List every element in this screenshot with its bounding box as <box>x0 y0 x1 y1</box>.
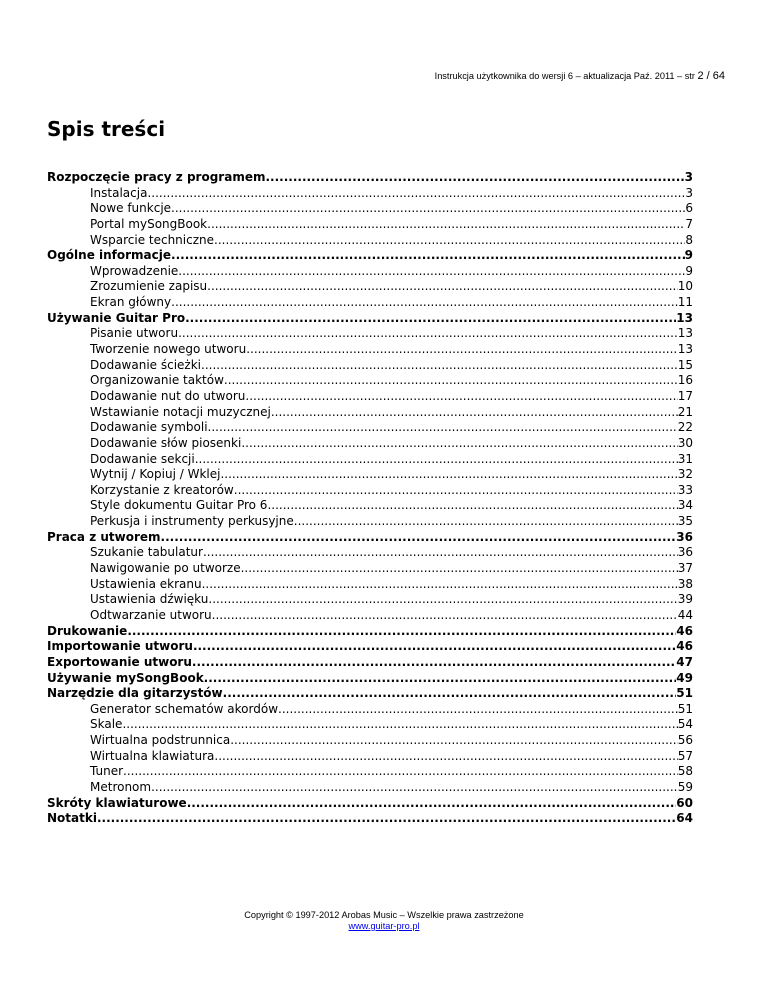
toc-entry-page: 22 <box>677 420 693 435</box>
toc-entry-page: 13 <box>676 310 693 325</box>
toc-section[interactable] <box>47 686 693 702</box>
toc-entry-label: Organizowanie taktów <box>90 373 224 388</box>
toc-subsection[interactable] <box>47 264 693 280</box>
toc-section[interactable] <box>47 639 693 655</box>
toc-entry-label: Pisanie utworu <box>90 326 179 341</box>
toc-entry-page: 64 <box>676 811 693 826</box>
toc-entry-page: 10 <box>677 279 693 294</box>
toc-leader-dots <box>127 624 676 640</box>
toc-section[interactable] <box>47 624 693 640</box>
toc-entry-label: Nawigowanie po utworze <box>90 561 241 576</box>
toc-subsection[interactable] <box>47 342 693 358</box>
toc-subsection[interactable] <box>47 420 693 436</box>
toc-subsection[interactable] <box>47 326 693 342</box>
toc-entry-label: Praca z utworem <box>47 529 161 544</box>
toc-entry-label: Wsparcie techniczne <box>90 232 215 247</box>
toc-entry-page: 59 <box>677 779 693 794</box>
toc-entry-page: 7 <box>685 216 693 231</box>
page-title: Spis treści <box>47 117 166 141</box>
toc-entry-page: 56 <box>677 733 693 748</box>
toc-entry-label: Wstawianie notacji muzycznej <box>90 404 271 419</box>
toc-leader-dots <box>201 358 678 374</box>
toc-leader-dots <box>147 186 685 202</box>
page-header <box>0 70 725 82</box>
toc-entry-label: Odtwarzanie utworu <box>90 607 212 622</box>
toc-entry-page: 13 <box>677 342 693 357</box>
toc-leader-dots <box>123 764 678 780</box>
toc-subsection[interactable] <box>47 233 693 249</box>
toc-entry-label: Notatki <box>47 811 97 826</box>
toc-subsection[interactable] <box>47 561 693 577</box>
toc-subsection[interactable] <box>47 717 693 733</box>
toc-entry-label: Dodawanie słów piosenki <box>90 435 242 450</box>
toc-entry-page: 3 <box>684 170 693 184</box>
toc-subsection[interactable] <box>47 186 693 202</box>
toc-entry-label: Dodawanie nut do utworu <box>90 388 246 403</box>
toc-leader-dots <box>265 170 684 186</box>
toc-subsection[interactable] <box>47 577 693 593</box>
toc-subsection[interactable] <box>47 780 693 796</box>
toc-leader-dots <box>185 311 676 327</box>
toc-section[interactable] <box>47 170 693 186</box>
toc-entry-page: 8 <box>685 232 693 247</box>
toc-leader-dots <box>151 780 678 796</box>
toc-subsection[interactable] <box>47 592 693 608</box>
toc-subsection[interactable] <box>47 201 693 217</box>
toc-leader-dots <box>203 545 678 561</box>
toc-entry-label: Wirtualna klawiatura <box>90 748 215 763</box>
toc-subsection[interactable] <box>47 733 693 749</box>
website-link[interactable]: www.guitar-pro.pl <box>348 921 420 931</box>
toc-subsection[interactable] <box>47 749 693 765</box>
toc-entry-page: 11 <box>677 295 693 310</box>
toc-entry-page: 49 <box>676 670 693 685</box>
toc-entry-page: 38 <box>677 576 693 591</box>
toc-entry-page: 51 <box>677 701 693 716</box>
toc-leader-dots <box>214 233 685 249</box>
toc-entry-label: Wirtualna podstrunnica <box>90 733 231 748</box>
toc-entry-label: Używanie Guitar Pro <box>47 310 186 325</box>
toc-entry-page: 32 <box>677 467 693 482</box>
toc-entry-label: Dodawanie symboli <box>90 420 208 435</box>
header-text: Instrukcja użytkownika do wersji 6 – aktualizacja Paź. 2011 – str <box>434 71 695 81</box>
toc-entry-page: 54 <box>677 717 693 732</box>
toc-leader-dots <box>171 295 678 311</box>
toc-subsection[interactable] <box>47 764 693 780</box>
toc-entry-page: 35 <box>677 514 693 529</box>
toc-subsection[interactable] <box>47 436 693 452</box>
toc-entry-page: 34 <box>677 498 693 513</box>
toc-leader-dots <box>193 639 676 655</box>
toc-entry-page: 60 <box>676 795 693 810</box>
toc-entry-page: 31 <box>677 451 693 466</box>
toc-entry-label: Portal mySongBook <box>90 216 208 231</box>
toc-entry-page: 9 <box>684 248 693 263</box>
toc-leader-dots <box>214 749 677 765</box>
toc-leader-dots <box>212 608 678 624</box>
toc-entry-label: Nowe funkcje <box>90 201 172 216</box>
toc-leader-dots <box>208 592 677 608</box>
toc-entry-page: 30 <box>677 435 693 450</box>
toc-entry-label: Zrozumienie zapisu <box>90 279 208 294</box>
toc-entry-page: 51 <box>676 686 693 701</box>
toc-subsection[interactable] <box>47 608 693 624</box>
header-page-number: 2 / 64 <box>697 70 725 82</box>
toc-entry-label: Importowanie utworu <box>47 639 193 654</box>
toc-entry-page: 46 <box>676 623 693 638</box>
toc-subsection[interactable] <box>47 389 693 405</box>
toc-leader-dots <box>207 217 685 233</box>
toc-leader-dots <box>178 326 678 342</box>
toc-leader-dots <box>220 467 677 483</box>
toc-leader-dots <box>278 702 678 718</box>
toc-entry-label: Style dokumentu Guitar Pro 6 <box>90 498 268 513</box>
toc-leader-dots <box>230 733 678 749</box>
toc-entry-label: Instalacja <box>90 185 148 200</box>
toc-entry-label: Skróty klawiaturowe <box>47 795 187 810</box>
toc-leader-dots <box>294 514 678 530</box>
toc-leader-dots <box>271 405 678 421</box>
toc-leader-dots <box>178 264 685 280</box>
toc-subsection[interactable] <box>47 358 693 374</box>
toc-entry-page: 6 <box>685 201 693 216</box>
toc-section[interactable] <box>47 796 693 812</box>
toc-entry-page: 47 <box>676 654 693 669</box>
toc-entry-page: 16 <box>677 373 693 388</box>
toc-entry-label: Używanie mySongBook <box>47 670 204 685</box>
toc-subsection[interactable] <box>47 295 693 311</box>
toc-entry-label: Ustawienia dźwięku <box>90 592 209 607</box>
toc-subsection[interactable] <box>47 545 693 561</box>
toc-leader-dots <box>161 530 677 546</box>
toc-entry-page: 46 <box>676 639 693 654</box>
toc-entry-label: Drukowanie <box>47 623 128 638</box>
toc-entry-page: 37 <box>677 561 693 576</box>
toc-entry-label: Dodawanie ścieżki <box>90 357 202 372</box>
page-footer <box>0 910 768 932</box>
toc-entry-page: 15 <box>677 357 693 372</box>
toc-entry-page: 33 <box>677 482 693 497</box>
toc-subsection[interactable] <box>47 217 693 233</box>
toc-leader-dots <box>192 655 676 671</box>
toc-entry-label: Exportowanie utworu <box>47 654 192 669</box>
toc-section[interactable] <box>47 671 693 687</box>
toc-subsection[interactable] <box>47 483 693 499</box>
toc-subsection[interactable] <box>47 514 693 530</box>
toc-subsection[interactable] <box>47 452 693 468</box>
toc-entry-page: 9 <box>685 263 693 278</box>
toc-leader-dots <box>223 686 677 702</box>
toc-leader-dots <box>204 671 677 687</box>
toc-subsection[interactable] <box>47 498 693 514</box>
toc-entry-page: 39 <box>677 592 693 607</box>
toc-entry-label: Narzędzie dla gitarzystów <box>47 686 223 701</box>
toc-leader-dots <box>207 279 678 295</box>
toc-section[interactable] <box>47 248 693 264</box>
toc-subsection[interactable] <box>47 467 693 483</box>
toc-section[interactable] <box>47 811 693 827</box>
toc-entry-page: 36 <box>676 529 693 544</box>
toc-entry-label: Ogólne informacje <box>47 248 172 263</box>
toc-leader-dots <box>224 373 678 389</box>
toc-entry-page: 21 <box>677 404 693 419</box>
toc-leader-dots <box>246 342 678 358</box>
toc-leader-dots <box>245 389 677 405</box>
toc-entry-label: Tuner <box>90 764 124 779</box>
toc-entry-label: Perkusja i instrumenty perkusyjne <box>90 514 294 529</box>
toc-entry-label: Ustawienia ekranu <box>90 576 202 591</box>
toc-entry-page: 58 <box>677 764 693 779</box>
toc-entry-label: Wprowadzenie <box>90 263 179 278</box>
toc-entry-page: 17 <box>677 388 693 403</box>
toc-subsection[interactable] <box>47 405 693 421</box>
toc-leader-dots <box>187 796 677 812</box>
toc-entry-page: 36 <box>677 545 693 560</box>
toc-entry-page: 13 <box>677 326 693 341</box>
table-of-contents <box>47 170 693 827</box>
toc-leader-dots <box>195 452 678 468</box>
toc-entry-label: Metronom <box>90 779 152 794</box>
toc-entry-page: 3 <box>685 185 693 200</box>
toc-leader-dots <box>208 420 678 436</box>
toc-subsection[interactable] <box>47 279 693 295</box>
toc-leader-dots <box>171 248 685 264</box>
toc-entry-label: Generator schematów akordów <box>90 701 279 716</box>
toc-leader-dots <box>171 201 685 217</box>
toc-entry-label: Szukanie tabulatur <box>90 545 203 560</box>
toc-entry-label: Tworzenie nowego utworu <box>90 342 247 357</box>
toc-leader-dots <box>234 483 678 499</box>
toc-entry-label: Dodawanie sekcji <box>90 451 195 466</box>
toc-leader-dots <box>267 498 677 514</box>
toc-subsection[interactable] <box>47 373 693 389</box>
toc-entry-label: Wytnij / Kopiuj / Wklej <box>90 467 221 482</box>
toc-section[interactable] <box>47 311 693 327</box>
toc-leader-dots <box>241 561 678 577</box>
toc-leader-dots <box>241 436 677 452</box>
toc-entry-label: Korzystanie z kreatorów <box>90 482 234 497</box>
toc-leader-dots <box>122 717 677 733</box>
toc-entry-page: 44 <box>677 607 693 622</box>
toc-section[interactable] <box>47 655 693 671</box>
toc-leader-dots <box>202 577 678 593</box>
toc-entry-label: Ekran główny <box>90 295 172 310</box>
toc-leader-dots <box>97 811 676 827</box>
toc-subsection[interactable] <box>47 702 693 718</box>
toc-section[interactable] <box>47 530 693 546</box>
toc-entry-label: Rozpoczęcie pracy z programem <box>47 170 266 184</box>
toc-entry-page: 57 <box>677 748 693 763</box>
copyright-text: Copyright © 1997-2012 Arobas Music – Wszelkie prawa zastrzeżone <box>244 910 524 920</box>
toc-entry-label: Skale <box>90 717 123 732</box>
